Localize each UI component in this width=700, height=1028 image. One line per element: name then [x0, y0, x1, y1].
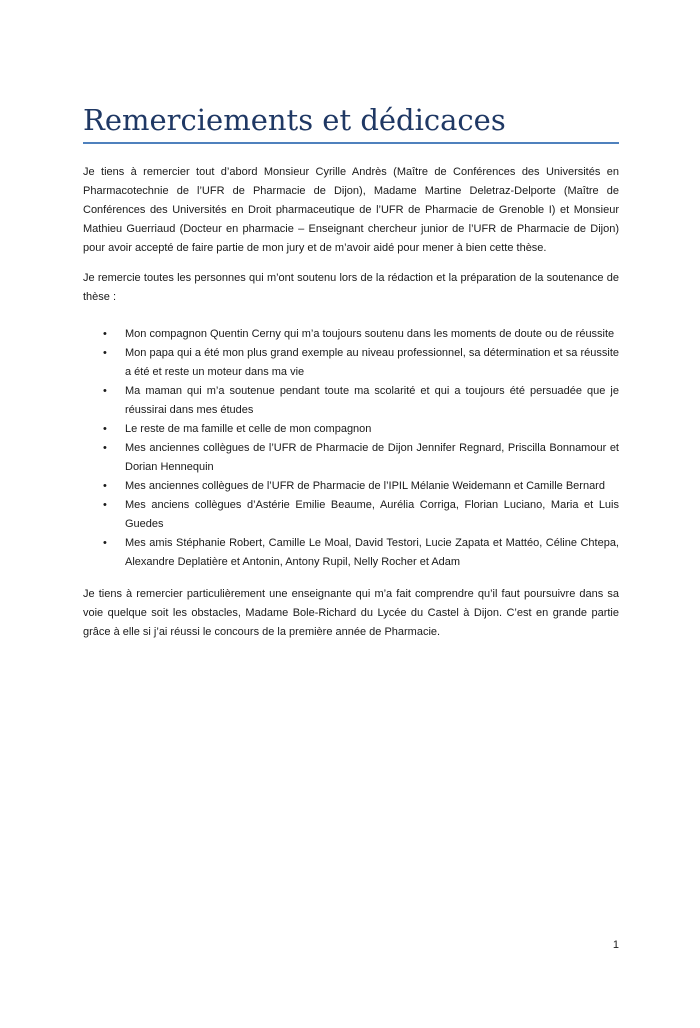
list-item-text: Mes anciens collègues d’Astérie Emilie Beaume, Aurélia Corriga, Florian Luciano, Maria et Luis Guedes — [125, 499, 619, 530]
list-item — [83, 496, 619, 534]
bullet-icon: • — [103, 385, 107, 397]
list-item-text: Mon compagnon Quentin Cerny qui m’a toujours soutenu dans les moments de doute ou de réussite — [125, 328, 615, 340]
bullet-icon: • — [103, 442, 107, 454]
bullet-icon: • — [103, 499, 107, 511]
page-number: 1 — [612, 939, 619, 951]
page-title: Remerciements et dédicaces — [83, 103, 506, 137]
title-underline — [83, 142, 619, 144]
list-item-text: Mes anciennes collègues de l’UFR de Pharmacie de Dijon Jennifer Regnard, Priscilla Bonnamour et Dorian Hennequin — [125, 442, 619, 473]
bullet-icon: • — [103, 537, 107, 549]
list-item — [83, 534, 619, 572]
bullet-icon: • — [103, 328, 107, 340]
list-item — [83, 325, 619, 344]
bullet-icon: • — [103, 423, 107, 435]
list-item — [83, 382, 619, 420]
thanks-list — [83, 325, 619, 572]
list-item — [83, 420, 619, 439]
list-item — [83, 477, 619, 496]
list-item-text: Mon papa qui a été mon plus grand exemple au niveau professionnel, sa détermination et sa réussite a été et reste un moteur dans ma vie — [125, 347, 619, 378]
list-item — [83, 439, 619, 477]
list-item-text: Le reste de ma famille et celle de mon compagnon — [125, 423, 372, 435]
bullet-icon: • — [103, 480, 107, 492]
paragraph-teacher-thanks: Je tiens à remercier particulièrement une enseignante qui m’a fait comprendre qu’il faut poursuivre dans sa voie quelque soit les obstacles, Madame Bole-Richard du Lycée du Castel à Dijon. C’est en grande partie grâce à elle si j’ai réussi le concours de la première année de Pharmacie. — [83, 588, 619, 638]
paragraph-jury-thanks: Je tiens à remercier tout d’abord Monsieur Cyrille Andrès (Maître de Conférences des Universités en Pharmacotechnie de l’UFR de Pharmacie de Dijon), Madame Martine Deletraz-Delporte (Maître de Conférences des Universités en Droit pharmaceutique de l’UFR de Pharmacie de Grenoble I) et Monsieur Mathieu Guerriaud (Docteur en pharmacie – Enseignant chercheur junior de l’UFR de Pharmacie de Dijon) pour avoir accepté de faire partie de mon jury et de m’avoir aidé pour mener à bien cette thèse. — [83, 166, 619, 254]
paragraph-support-thanks: Je remercie toutes les personnes qui m’ont soutenu lors de la rédaction et la préparation de la soutenance de thèse : — [83, 272, 619, 303]
list-item-text: Mes anciennes collègues de l’UFR de Pharmacie de l’IPIL Mélanie Weidemann et Camille Bernard — [125, 480, 605, 492]
bullet-icon: • — [103, 347, 107, 359]
list-item-text: Ma maman qui m’a soutenue pendant toute ma scolarité et qui a toujours été persuadée que je réussirai dans mes études — [125, 385, 619, 416]
document-body — [83, 163, 619, 653]
list-item — [83, 344, 619, 382]
list-item-text: Mes amis Stéphanie Robert, Camille Le Moal, David Testori, Lucie Zapata et Mattéo, Céline Chtepa, Alexandre Deplatière et Antonin, Antony Rupil, Nelly Rocher et Adam — [125, 537, 619, 568]
